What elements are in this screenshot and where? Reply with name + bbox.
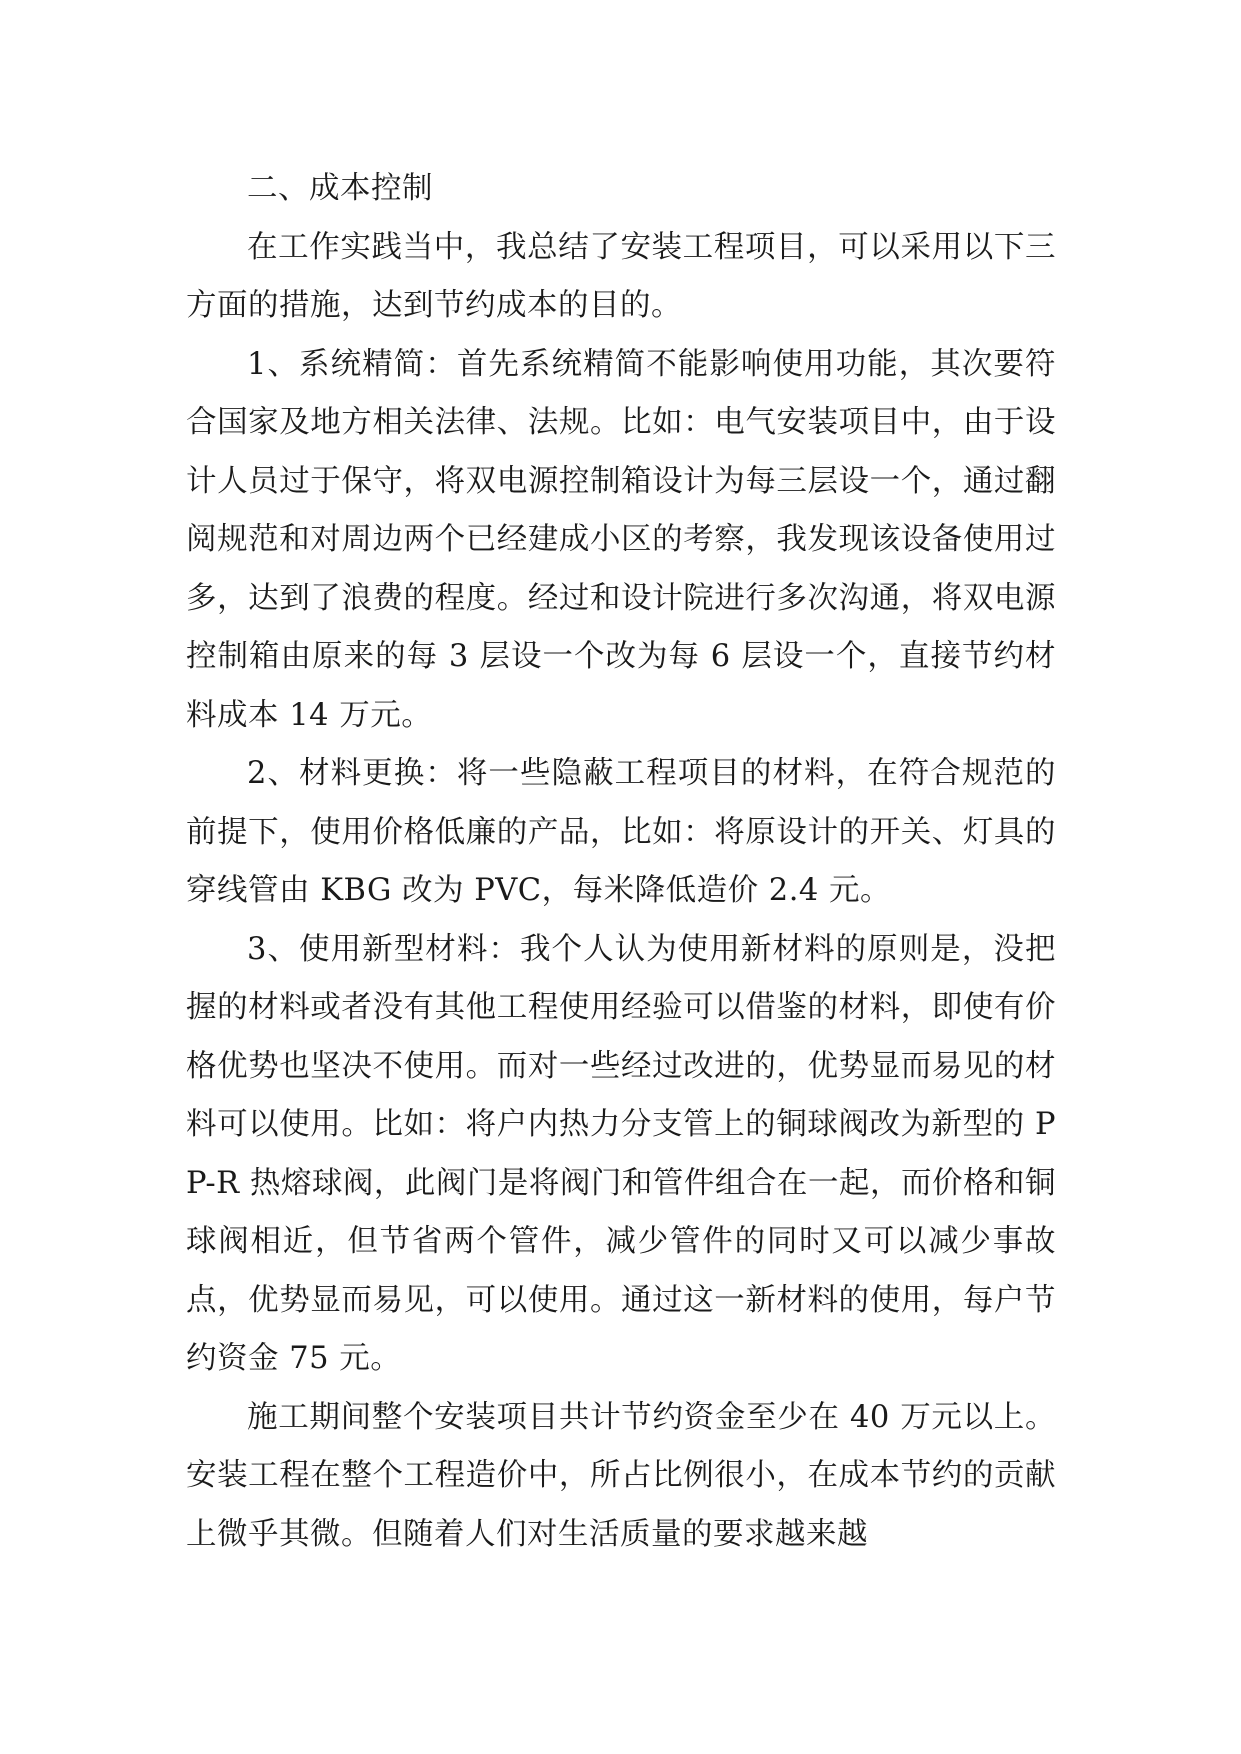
paragraph-summary: 施工期间整个安装项目共计节约资金至少在 40 万元以上。安装工程在整个工程造价中，所占比例很小，在成本节约的贡献上微乎其微。但随着人们对生活质量的要求越来越 xyxy=(186,1399,1056,1552)
paragraph-material-replacement: 2、材料更换：将一些隐蔽工程项目的材料，在符合规范的前提下，使用价格低廉的产品，比如：将原设计的开关、灯具的穿线管由 KBG 改为 PVC，每米降低造价 2.4 元。 xyxy=(186,756,1056,908)
document-body xyxy=(186,160,1056,1564)
section-heading: 二、成本控制 xyxy=(247,171,433,206)
paragraph-intro: 在工作实践当中，我总结了安装工程项目，可以采用以下三方面的措施，达到节约成本的目的。 xyxy=(186,229,1056,323)
paragraph-new-materials: 3、使用新型材料：我个人认为使用新材料的原则是，没把握的材料或者没有其他工程使用经验可以借鉴的材料，即使有价格优势也坚决不使用。而对一些经过改进的，优势显而易见的材料可以使用。比如：将户内热力分支管上的铜球阀改为新型的 PP-R 热熔球阀，此阀门是将阀门和管件组合在一起，而价格和铜球阀相近，但节省两个管件，减少管件的同时又可以减少事故点，优势显而易见，可以使用。通过这一新材料的使用，每户节约资金 75 元。 xyxy=(186,931,1056,1376)
paragraph-system-simplification: 1、系统精简：首先系统精简不能影响使用功能，其次要符合国家及地方相关法律、法规。比如：电气安装项目中，由于设计人员过于保守，将双电源控制箱设计为每三层设一个，通过翻阅规范和对周边两个已经建成小区的考察，我发现该设备使用过多，达到了浪费的程度。经过和设计院进行多次沟通，将双电源控制箱由原来的每 3 层设一个改为每 6 层设一个，直接节约材料成本 14 万元。 xyxy=(186,346,1056,733)
